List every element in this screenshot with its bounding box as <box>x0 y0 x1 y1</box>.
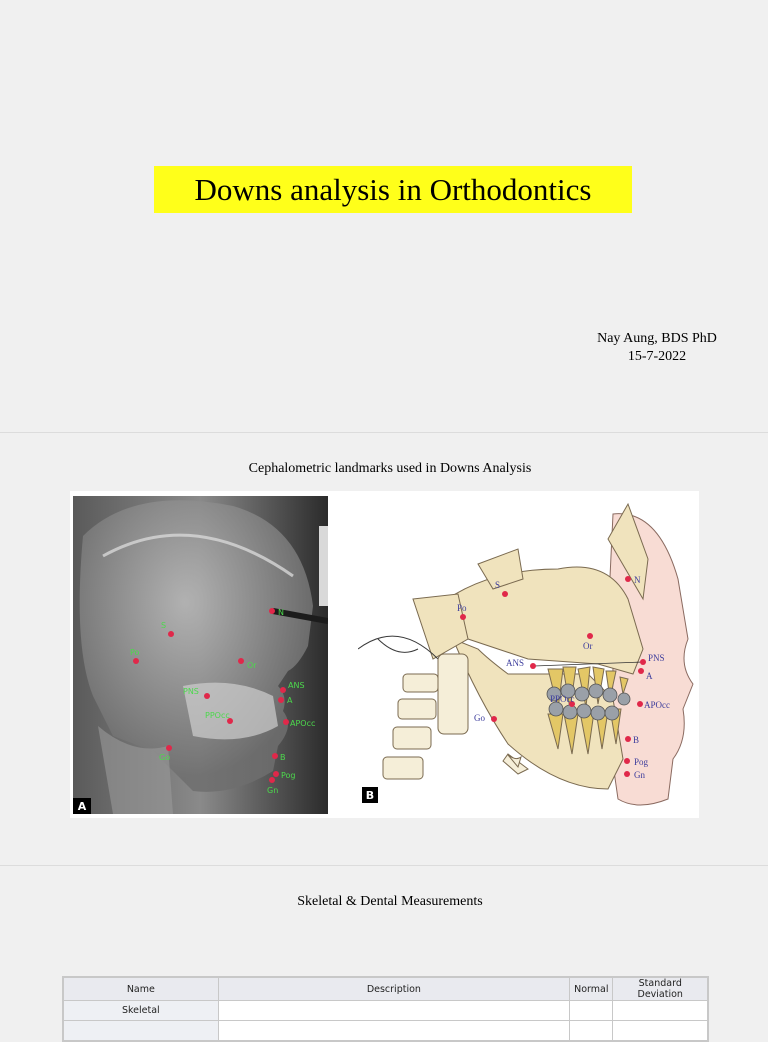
title-highlight <box>154 166 632 213</box>
landmark-point-or <box>238 658 244 664</box>
landmark-label-gn: Gn <box>267 786 279 795</box>
author-block <box>580 330 734 366</box>
cell-description <box>218 1001 569 1021</box>
landmark-point-gn <box>269 777 275 783</box>
landmark-point-pog <box>273 771 279 777</box>
landmark-point-po-b <box>460 614 466 620</box>
cell-name: Skeletal <box>64 1001 219 1021</box>
landmark-label-ppocc-b: PPOcc <box>550 694 575 704</box>
landmarks-caption: Cephalometric landmarks used in Downs Analysis <box>248 461 532 476</box>
landmark-label-ppocc: PPOcc <box>205 711 230 720</box>
landmark-label-s: S <box>161 621 167 630</box>
panel-a-tag: A <box>77 800 87 813</box>
measurements-table <box>62 976 709 1042</box>
cell-standard-deviation <box>613 1001 708 1021</box>
landmark-label-go: Go <box>159 753 171 762</box>
tracing-panel <box>358 499 698 811</box>
landmark-point-n <box>269 608 275 614</box>
ruler <box>319 526 328 606</box>
landmark-point-pog-b <box>624 758 630 764</box>
landmark-label-or: Or <box>247 661 257 670</box>
landmark-label-po-b: Po <box>457 603 467 613</box>
landmark-label-a-b: A <box>646 671 653 681</box>
slide-title: Downs analysis in Orthodontics <box>194 171 592 207</box>
landmark-point-b-b <box>625 736 631 742</box>
landmark-point-a-b <box>638 668 644 674</box>
landmark-point-ans-b <box>530 663 536 669</box>
landmark-point-go <box>166 745 172 751</box>
title-slide <box>0 0 768 432</box>
landmark-point-a <box>278 697 284 703</box>
table-row <box>64 1001 708 1021</box>
landmark-label-gn-b: Gn <box>634 770 645 780</box>
landmark-point-apocc <box>283 719 289 725</box>
landmark-point-pns <box>204 693 210 699</box>
landmark-label-po: Po <box>130 648 140 657</box>
landmark-point-or-b <box>587 633 593 639</box>
landmark-label-a: A <box>287 696 293 705</box>
landmark-label-apocc: APOcc <box>290 719 316 728</box>
landmark-point-b <box>272 753 278 759</box>
panel-b-tag: B <box>365 789 375 802</box>
landmark-label-s-b: S <box>495 580 501 590</box>
measurements-slide <box>0 866 768 1024</box>
landmarks-figure <box>70 491 699 818</box>
header-description: Description <box>218 978 569 1001</box>
landmark-label-n: N <box>278 608 284 617</box>
presentation-date: 15-7-2022 <box>627 349 687 364</box>
landmark-label-pog-b: Pog <box>634 757 649 767</box>
landmark-label-or-b: Or <box>583 641 593 651</box>
header-name: Name <box>64 978 219 1001</box>
landmark-label-n-b: N <box>634 575 641 585</box>
landmark-label-apocc-b: APOcc <box>644 700 670 710</box>
landmark-label-pns: PNS <box>183 687 199 696</box>
header-normal: Normal <box>570 978 613 1001</box>
landmark-point-apocc-b <box>637 701 643 707</box>
landmark-label-pns-b: PNS <box>648 653 665 663</box>
landmark-label-go-b: Go <box>474 713 485 723</box>
author-name: Nay Aung, BDS PhD <box>597 331 717 346</box>
landmark-point-n-b <box>625 576 631 582</box>
landmark-point-po <box>133 658 139 664</box>
landmark-label-pog: Pog <box>281 771 296 780</box>
landmarks-slide <box>0 433 768 865</box>
landmark-point-s-b <box>502 591 508 597</box>
landmark-point-s <box>168 631 174 637</box>
landmark-label-b-b: B <box>633 735 640 745</box>
landmark-point-ans <box>280 687 286 693</box>
table-header-row <box>64 978 708 1001</box>
landmark-label-ans-b: ANS <box>506 658 525 668</box>
landmark-point-go-b <box>491 716 497 722</box>
landmark-point-gn-b <box>624 771 630 777</box>
landmark-point-pns-b <box>640 659 646 665</box>
measurements-caption: Skeletal & Dental Measurements <box>297 894 483 909</box>
landmark-label-b: B <box>280 753 286 762</box>
radiograph-panel <box>73 496 328 814</box>
cell-normal <box>570 1001 613 1021</box>
header-standard-deviation: Standard Deviation <box>613 978 708 1001</box>
landmark-label-ans: ANS <box>288 681 305 690</box>
